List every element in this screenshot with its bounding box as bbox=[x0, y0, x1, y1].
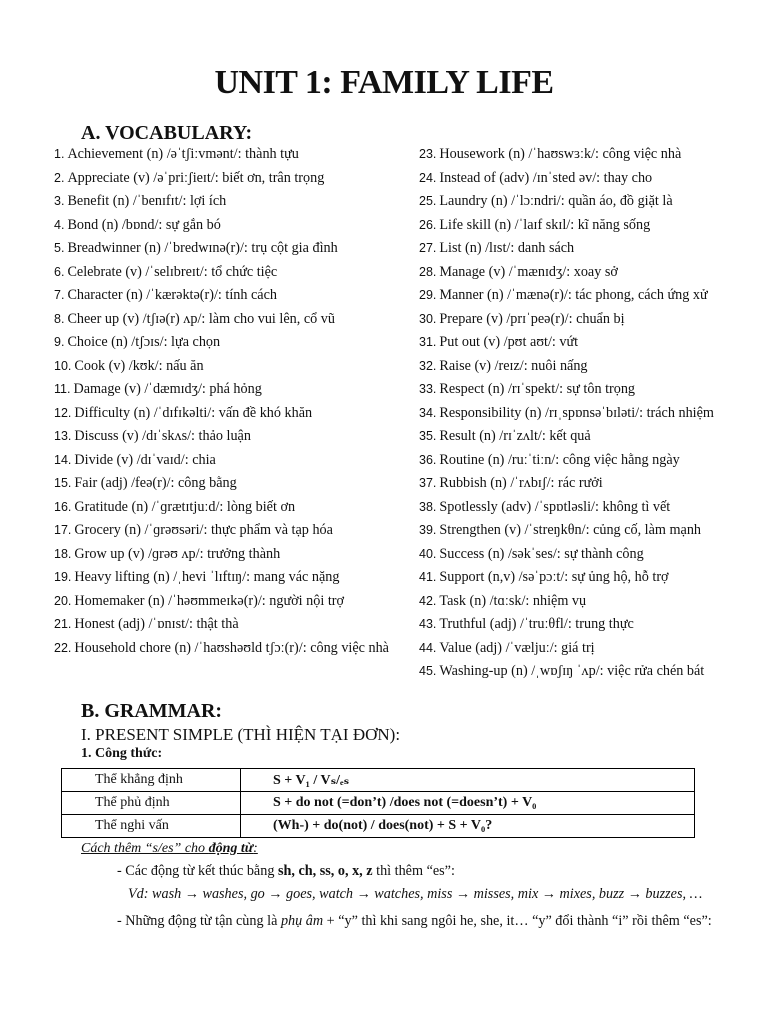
item-text: Grow up (v) /ɡrəʊ ʌp/: trưởng thành bbox=[74, 545, 281, 562]
vocabulary-item bbox=[54, 543, 384, 567]
vocabulary-item bbox=[419, 496, 749, 520]
rule1-suffix: thì thêm “es”: bbox=[372, 863, 455, 879]
table-row bbox=[62, 815, 695, 838]
vocabulary-item bbox=[419, 590, 749, 614]
item-number: 4. bbox=[54, 217, 65, 232]
item-text: Truthful (adj) /ˈtruːθfl/: trung thực bbox=[439, 616, 634, 632]
item-text: Routine (n) /ruːˈtiːn/: công việc hằng ngày bbox=[439, 451, 680, 468]
item-number: 12. bbox=[54, 405, 72, 420]
item-number: 18. bbox=[54, 546, 72, 561]
vocabulary-item bbox=[54, 402, 384, 426]
item-number: 36. bbox=[419, 452, 437, 467]
page-title: UNIT 1: FAMILY LIFE bbox=[214, 64, 554, 101]
item-text: Rubbish (n) /ˈrʌbɪʃ/: rác rưởi bbox=[439, 475, 603, 491]
item-number: 2. bbox=[54, 170, 65, 185]
item-number: 28. bbox=[419, 264, 437, 279]
vocabulary-item bbox=[419, 284, 749, 308]
item-text: Raise (v) /reɪz/: nuôi nấng bbox=[439, 357, 588, 374]
item-number: 42. bbox=[419, 593, 437, 608]
item-text: Value (adj) /ˈvæljuː/: giá trị bbox=[439, 639, 595, 656]
item-number: 30. bbox=[419, 311, 437, 326]
item-number: 19. bbox=[54, 570, 72, 584]
item-text: Cook (v) /kʊk/: nấu ăn bbox=[74, 357, 204, 374]
item-text: Prepare (v) /prɪˈpeə(r)/: chuẩn bị bbox=[439, 310, 625, 327]
rule2-suffix: + “y” thì khi sang ngôi he, she, it… “y” đổi thành “i” rồi thêm “es”: bbox=[323, 913, 712, 929]
vocabulary-item bbox=[54, 355, 384, 379]
item-text: Divide (v) /dɪˈvaɪd/: chia bbox=[74, 451, 216, 468]
item-number: 24. bbox=[419, 170, 437, 185]
item-text: Manage (v) /ˈmænɪdʒ/: xoay sở bbox=[439, 263, 618, 280]
item-number: 45. bbox=[419, 664, 437, 678]
item-number: 17. bbox=[54, 523, 72, 537]
item-text: Gratitude (n) /ˈɡrætɪtjuːd/: lòng biết ơn bbox=[74, 498, 296, 515]
vocabulary-item bbox=[54, 449, 384, 473]
vocabulary-item bbox=[419, 214, 749, 238]
vocabulary-item bbox=[54, 143, 384, 167]
item-text: Spotlessly (adv) /ˈspɒtləsli/: không tì vết bbox=[439, 498, 671, 515]
item-text: Support (n,v) /səˈpɔːt/: sự ủng hộ, hỗ trợ bbox=[439, 569, 669, 585]
vocabulary-item bbox=[419, 449, 749, 473]
item-number: 29. bbox=[419, 288, 437, 302]
formula-cell: (Wh-) + do(not) / does(not) + S + V₀? bbox=[241, 815, 695, 838]
item-number: 39. bbox=[419, 523, 437, 537]
item-number: 40. bbox=[419, 546, 437, 561]
vocabulary-item bbox=[419, 519, 749, 543]
item-number: 7. bbox=[54, 288, 65, 302]
item-text: Result (n) /rɪˈzʌlt/: kết quả bbox=[439, 428, 591, 444]
item-text: List (n) /lɪst/: danh sách bbox=[439, 240, 575, 256]
item-number: 21. bbox=[54, 617, 72, 631]
item-number: 38. bbox=[419, 499, 437, 514]
item-text: Heavy lifting (n) /ˌhevi ˈlɪftɪŋ/: mang vác nặng bbox=[74, 569, 340, 585]
item-number: 10. bbox=[54, 358, 72, 373]
vocabulary-item bbox=[54, 237, 384, 261]
item-text: Cheer up (v) /tʃɪə(r) ʌp/: làm cho vui lên, cổ vũ bbox=[67, 310, 335, 327]
vocabulary-list-right bbox=[419, 143, 749, 684]
vocabulary-heading: A. VOCABULARY: bbox=[81, 122, 253, 144]
vocabulary-item bbox=[54, 425, 384, 449]
vocabulary-item bbox=[419, 566, 749, 590]
rule2-italic: phụ âm bbox=[280, 913, 324, 929]
item-number: 33. bbox=[419, 382, 437, 396]
item-number: 16. bbox=[54, 499, 72, 514]
item-number: 5. bbox=[54, 241, 65, 255]
item-number: 43. bbox=[419, 617, 437, 631]
rule1-endings: sh, ch, ss, o, x, z bbox=[277, 863, 373, 879]
vocabulary-item bbox=[54, 308, 384, 332]
item-text: Washing-up (n) /ˌwɒʃɪŋ ˈʌp/: việc rửa chén bát bbox=[439, 663, 705, 679]
vocabulary-item bbox=[54, 331, 384, 355]
item-text: Responsibility (n) /rɪˌspɒnsəˈbɪləti/: trách nhiệm bbox=[439, 404, 714, 421]
rule-consonant-y bbox=[117, 910, 738, 932]
formula-type-cell: Thể nghi vấn bbox=[62, 815, 241, 838]
vocabulary-item bbox=[54, 637, 389, 661]
item-number: 32. bbox=[419, 358, 437, 373]
item-text: Achievement (n) /əˈtʃiːvmənt/: thành tựu bbox=[67, 146, 299, 162]
item-text: Appreciate (v) /əˈpriːʃieɪt/: biết ơn, trân trọng bbox=[67, 169, 325, 186]
item-text: Instead of (adv) /ɪnˈsted əv/: thay cho bbox=[439, 169, 653, 186]
formula-table bbox=[61, 768, 695, 838]
item-text: Success (n) /səkˈses/: sự thành công bbox=[439, 545, 644, 562]
item-text: Choice (n) /tʃɔɪs/: lựa chọn bbox=[67, 334, 221, 350]
vocabulary-item bbox=[54, 566, 384, 590]
item-number: 14. bbox=[54, 452, 72, 467]
item-number: 34. bbox=[419, 405, 437, 420]
vocabulary-item bbox=[419, 660, 749, 684]
item-number: 13. bbox=[54, 429, 72, 443]
item-text: Strengthen (v) /ˈstreŋkθn/: củng cố, làm mạnh bbox=[439, 522, 702, 538]
table-row bbox=[62, 769, 695, 792]
vocabulary-item bbox=[54, 378, 384, 402]
grammar-heading: B. GRAMMAR: bbox=[81, 700, 223, 722]
vocabulary-item bbox=[419, 543, 749, 567]
item-text: Manner (n) /ˈmænə(r)/: tác phong, cách ứng xử bbox=[439, 287, 708, 303]
vocabulary-list-left bbox=[54, 143, 389, 660]
item-number: 11. bbox=[54, 382, 71, 396]
item-number: 35. bbox=[419, 429, 437, 443]
item-text: Laundry (n) /ˈlɔːndri/: quần áo, đồ giặt là bbox=[439, 193, 673, 209]
item-text: Character (n) /ˈkærəktə(r)/: tính cách bbox=[67, 287, 277, 303]
vocabulary-item bbox=[419, 261, 749, 285]
item-number: 3. bbox=[54, 194, 65, 208]
item-text: Breadwinner (n) /ˈbredwɪnə(r)/: trụ cột gia đình bbox=[67, 240, 338, 256]
vocabulary-item bbox=[54, 613, 384, 637]
vocabulary-item bbox=[54, 167, 384, 191]
item-text: Life skill (n) /ˈlaɪf skɪl/: kĩ năng sống bbox=[439, 216, 651, 233]
vocabulary-item bbox=[54, 214, 384, 238]
example-line: Vd: wash → washes, go → goes, watch → watches, miss → misses, mix → mixes, buzz → buzzes, … bbox=[128, 886, 703, 902]
vocabulary-item bbox=[54, 190, 384, 214]
item-text: Benefit (n) /ˈbenɪfɪt/: lợi ích bbox=[67, 193, 227, 209]
vocabulary-item bbox=[419, 167, 749, 191]
formula-type-cell: Thể phủ định bbox=[62, 792, 241, 815]
rule2-text: - Những động từ tận cùng là bbox=[117, 913, 281, 929]
item-text: Put out (v) /pʊt aʊt/: vứt bbox=[439, 334, 579, 350]
vocabulary-item bbox=[419, 472, 749, 496]
item-text: Bond (n) /bɒnd/: sự gắn bó bbox=[67, 216, 221, 233]
vocabulary-item bbox=[54, 472, 384, 496]
table-row bbox=[62, 792, 695, 815]
grammar-subheading: I. PRESENT SIMPLE (THÌ HIỆN TẠI ĐƠN): bbox=[81, 725, 401, 744]
vocabulary-item bbox=[419, 378, 749, 402]
item-text: Homemaker (n) /ˈhəʊmmeɪkə(r)/: người nội trợ bbox=[74, 592, 345, 609]
note-bold-text: động từ bbox=[208, 841, 254, 856]
item-number: 20. bbox=[54, 593, 72, 608]
item-number: 25. bbox=[419, 194, 437, 208]
item-number: 31. bbox=[419, 335, 437, 349]
item-number: 23. bbox=[419, 147, 437, 161]
item-text: Celebrate (v) /ˈselɪbreɪt/: tổ chức tiệc bbox=[67, 263, 278, 280]
vocabulary-item bbox=[419, 143, 749, 167]
item-text: Fair (adj) /feə(r)/: công bằng bbox=[74, 475, 237, 491]
item-number: 37. bbox=[419, 476, 437, 490]
vocabulary-item bbox=[419, 425, 749, 449]
formula-cell: S + V₁ / Vₛ/ₑₛ bbox=[241, 769, 695, 792]
item-text: Grocery (n) /ˈɡrəʊsəri/: thực phẩm và tạp hóa bbox=[74, 522, 333, 538]
item-text: Household chore (n) /ˈhaʊshəʊld tʃɔː(r)/: công việc nhà bbox=[74, 639, 389, 656]
vocabulary-item bbox=[419, 190, 749, 214]
vocabulary-item bbox=[419, 402, 749, 426]
item-text: Discuss (v) /dɪˈskʌs/: thảo luận bbox=[74, 428, 251, 444]
vocabulary-item bbox=[419, 331, 749, 355]
vocabulary-item bbox=[419, 613, 749, 637]
item-number: 1. bbox=[54, 147, 65, 161]
item-text: Task (n) /tɑːsk/: nhiệm vụ bbox=[439, 592, 587, 609]
item-number: 8. bbox=[54, 311, 65, 326]
formula-cell: S + do not (=don’t) /does not (=doesn’t) + V₀ bbox=[241, 792, 695, 815]
formula-type-cell: Thể khẳng định bbox=[62, 769, 241, 792]
note-colon: : bbox=[253, 841, 258, 856]
vocabulary-item bbox=[419, 308, 749, 332]
item-number: 26. bbox=[419, 217, 437, 232]
vocabulary-item bbox=[54, 590, 384, 614]
vocabulary-item bbox=[54, 496, 384, 520]
vocabulary-item bbox=[419, 637, 749, 661]
item-number: 6. bbox=[54, 264, 65, 279]
item-text: Housework (n) /ˈhaʊswɜːk/: công việc nhà bbox=[439, 146, 682, 162]
rule1-text: - Các động từ kết thúc bằng bbox=[117, 863, 278, 879]
item-text: Difficulty (n) /ˈdɪfɪkəlti/: vấn đề khó khăn bbox=[74, 404, 313, 421]
vocabulary-item bbox=[419, 355, 749, 379]
formula-label: 1. Công thức: bbox=[81, 746, 163, 761]
rule-es-endings bbox=[117, 863, 455, 880]
item-number: 9. bbox=[54, 335, 65, 349]
item-number: 15. bbox=[54, 476, 72, 490]
item-text: Respect (n) /rɪˈspekt/: sự tôn trọng bbox=[439, 381, 636, 397]
item-number: 22. bbox=[54, 640, 72, 655]
vocabulary-item bbox=[419, 237, 749, 261]
item-number: 44. bbox=[419, 640, 437, 655]
item-number: 41. bbox=[419, 570, 437, 584]
s-es-note bbox=[81, 841, 258, 857]
vocabulary-item bbox=[54, 284, 384, 308]
item-text: Damage (v) /ˈdæmɪdʒ/: phá hỏng bbox=[73, 381, 262, 397]
vocabulary-item bbox=[54, 261, 384, 285]
item-number: 27. bbox=[419, 241, 437, 255]
item-text: Honest (adj) /ˈɒnɪst/: thật thà bbox=[74, 616, 239, 632]
note-text: Cách thêm “s/es” cho bbox=[81, 841, 209, 856]
vocabulary-item bbox=[54, 519, 384, 543]
